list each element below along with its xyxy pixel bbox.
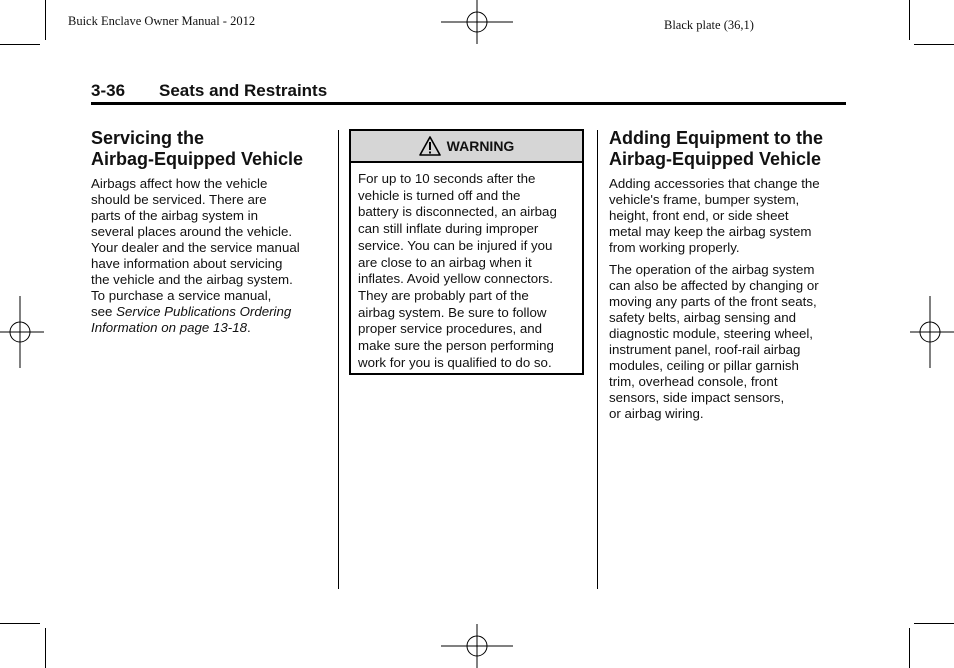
text-line: inflates. Avoid yellow connectors. <box>358 271 553 287</box>
text-line: metal may keep the airbag system <box>609 224 812 239</box>
text-line: should be serviced. There are <box>91 192 267 207</box>
crop-mark <box>45 0 46 40</box>
text-line: To purchase a service manual, <box>91 288 272 303</box>
text-line: parts of the airbag system in <box>91 208 259 223</box>
registration-mark-icon <box>441 0 513 44</box>
text-line: the vehicle and the airbag system. <box>91 272 293 287</box>
heading-line: Servicing the <box>91 128 205 148</box>
text-line: Adding accessories that change the <box>609 176 820 191</box>
text-line: height, front end, or side sheet <box>609 208 789 223</box>
crop-mark <box>45 628 46 668</box>
service-publications-link[interactable]: Service Publications Ordering <box>116 304 292 319</box>
text-line <box>91 304 331 320</box>
text-line: make sure the person performing <box>358 338 554 354</box>
warning-header <box>351 131 582 163</box>
text-line: instrument panel, roof-rail airbag <box>609 342 801 357</box>
plate-info-meta: Black plate (36,1) <box>664 18 754 32</box>
service-publications-link-cont[interactable]: Information on page 13-18 <box>91 320 247 335</box>
running-header <box>91 81 846 103</box>
text-line: are close to an airbag when it <box>358 254 532 270</box>
text-line: have information about servicing <box>91 256 283 271</box>
text-line: can also be affected by changing or <box>609 278 819 293</box>
servicing-paragraph <box>91 176 331 336</box>
crop-mark <box>0 44 40 45</box>
text-line <box>91 320 331 336</box>
text-line: diagnostic module, steering wheel, <box>609 326 814 341</box>
document-title-meta: Buick Enclave Owner Manual - 2012 <box>68 14 256 28</box>
text-line: Airbags affect how the vehicle <box>91 176 268 191</box>
text-line: The operation of the airbag system <box>609 262 815 277</box>
text-line: can still inflate during improper <box>358 221 539 237</box>
column-divider <box>597 130 598 589</box>
text-line: moving any parts of the front seats, <box>609 294 817 309</box>
text-line: from working properly. <box>609 240 740 255</box>
text-line: They are probably part of the <box>358 287 529 303</box>
text-line: or airbag wiring. <box>609 406 704 421</box>
text-line: vehicle is turned off and the <box>358 187 521 203</box>
text-line: vehicle's frame, bumper system, <box>609 192 800 207</box>
text-line: Your dealer and the service manual <box>91 240 300 255</box>
section-title: Seats and Restraints <box>159 81 328 100</box>
servicing-heading <box>91 128 331 170</box>
registration-mark-icon <box>441 624 513 668</box>
crop-mark <box>914 623 954 624</box>
text-line: battery is disconnected, an airbag <box>358 204 557 220</box>
text-line: trim, overhead console, front <box>609 374 778 389</box>
adding-equipment-paragraph-1 <box>609 176 849 256</box>
adding-equipment-section <box>609 128 849 422</box>
heading-line: Airbag-Equipped Vehicle <box>91 149 304 169</box>
text-line: For up to 10 seconds after the <box>358 171 536 186</box>
heading-line: Adding Equipment to the <box>609 128 823 148</box>
column-divider <box>338 130 339 589</box>
text-line: work for you is qualified to do so. <box>358 354 552 370</box>
crop-mark <box>0 623 40 624</box>
registration-mark-icon <box>0 296 44 368</box>
warning-triangle-icon <box>419 136 441 156</box>
heading-line: Airbag-Equipped Vehicle <box>609 149 822 169</box>
text-line: safety belts, airbag sensing and <box>609 310 797 325</box>
text-fragment: . <box>246 320 251 335</box>
crop-mark <box>909 0 910 40</box>
page-number: 3-36 <box>91 81 126 100</box>
text-line: proper service procedures, and <box>358 321 543 337</box>
text-line: airbag system. Be sure to follow <box>358 304 547 320</box>
warning-box <box>349 129 584 375</box>
servicing-section <box>91 128 331 336</box>
warning-text <box>351 163 582 371</box>
text-line: sensors, side impact sensors, <box>609 390 785 405</box>
warning-label: WARNING <box>446 138 515 154</box>
registration-mark-icon <box>910 296 954 368</box>
adding-equipment-paragraph-2 <box>609 262 849 422</box>
text-line: several places around the vehicle. <box>91 224 293 239</box>
text-line: service. You can be injured if you <box>358 237 553 253</box>
text-line: modules, ceiling or pillar garnish <box>609 358 799 373</box>
header-rule <box>91 102 846 105</box>
crop-mark <box>909 628 910 668</box>
text-fragment: see <box>91 304 117 319</box>
adding-equipment-heading <box>609 128 849 170</box>
crop-mark <box>914 44 954 45</box>
